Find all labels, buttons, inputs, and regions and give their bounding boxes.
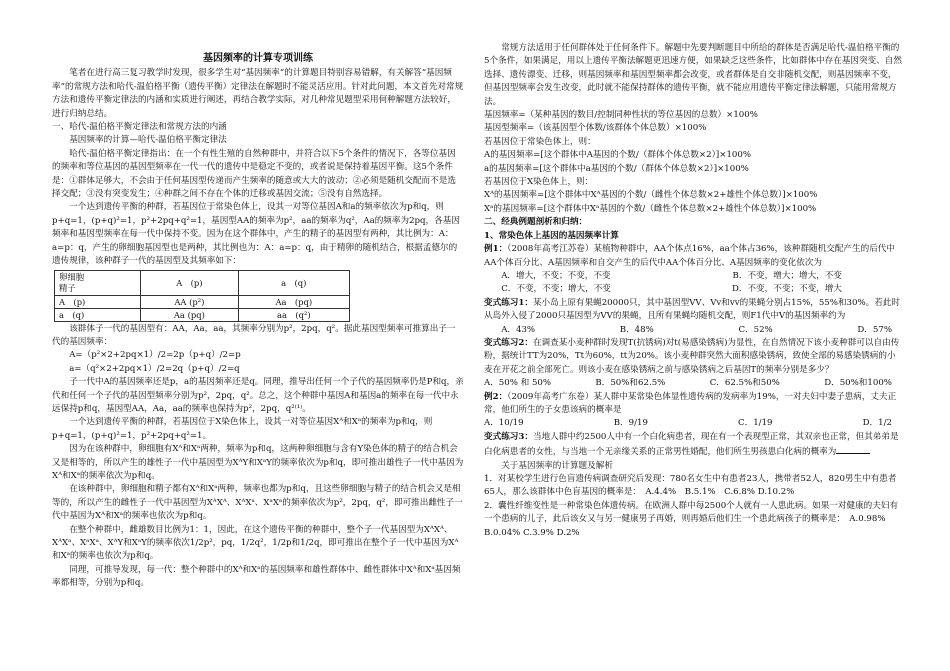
table-row <box>55 295 350 308</box>
table-cell: Aa (pq) <box>141 308 238 321</box>
example-text: （2008年高考江苏卷）某植物种群中，AA个体点16%，aa个体占36%，该种群随机交配产生的后代中AA个体百分比、A基因频率和自交产生的后代中AA个体百分比、A基因频率的变化依次为 <box>484 244 895 268</box>
table-cell: Aa (pq) <box>238 295 349 308</box>
question-text: 2．囊性纤维变性是一种常染色体遗传病。在欧洲人群中每2500个人就有一人患此病。如果一对健康的夫妇有一个患病的儿子，此后该女又与另一健康男子再婚，则再婚后他们生一个患此病孩子的概率是： <box>484 500 899 525</box>
table-header-cell: a (q) <box>238 270 349 295</box>
section-subtitle: 关于基因频率的计算题及解析 <box>501 460 613 471</box>
table-header-cell: A (p) <box>141 270 238 295</box>
example-2 <box>484 391 902 418</box>
formula: 基因型频率=（该基因型个体数/该群体个体总数）×100% <box>484 123 707 134</box>
option: D．57% <box>857 324 892 335</box>
variant-label: 变式练习2： <box>484 337 533 348</box>
table-cell: AA (p²) <box>141 295 238 308</box>
option: A．10/19 <box>484 418 524 429</box>
option: B．48% <box>619 324 654 335</box>
options-row <box>484 270 902 283</box>
variant-text: 在调查某小麦种群时发现T(抗锈病)对t(易感染锈病)为显性，在自然情况下该小麦种群可以自由传粉，据统计TT为20%，Tt为60%，tt为20%。该小麦种群突然大面积感染锈病，致使全部的易感染锈病的小麦在开花之前全部死亡。则该小麦在感染锈病之前与感染锈病之后基因T的频率分别是多少？ <box>484 337 900 375</box>
formula: a的基因频率=[这个群体中a基因的个数/（群体个体总数×2）]×100% <box>484 163 749 174</box>
paragraph: 一个达到遗传平衡的种群，若基因位于常染色体上，设其一对等位基因A和a的频率依次为p和q，则p+q=1，(p+q)²=1，p²+2pq+q²=1，基因型AA的频率为p²，aa的频率为q²，Aa的频率为2pq，各基因频率和基因型频率在每一代中保持不变。因为在这个群体中，产生的精子的基因型有两种，其比例为：A：a=p：q，产生的卵细胞基因型也是两种，其比例也为：A：a=p：q，由于精卵的随机结合，根据孟德尔的遗传规律，该种群子一代的基因型及其频率如下： <box>52 202 460 267</box>
paragraph: 子一代中A的基因频率还是p，a的基因频率还是q。同理，推导出任何一个子代的基因频率仍是P和q，亲代和任何一个子代的基因型频率分别为p²，2pq，q²。总之，这个种群中基因A和基因a的频率在每一代中永远保持p和q，基因型AA，Aa，aa的频率也保持为p²，2pq，q²⁽¹⁾。 <box>52 377 464 414</box>
formula: a=（q²×2+2pq×1）/2=2q（p+q）/2=q <box>69 363 240 374</box>
option: B．50%和62.5% <box>595 378 666 389</box>
genotype-table <box>54 270 350 322</box>
option: A．增大，不变；不变，不变 <box>501 270 611 281</box>
options-row <box>484 283 902 296</box>
table-cell: A (p) <box>55 295 141 308</box>
formula: A=（p²×2+2pq×1）/2=2p（p+q）/2=p <box>69 350 241 361</box>
option: A．43% <box>501 324 536 335</box>
option: B．不变，增大；增大，不变 <box>732 270 842 281</box>
section-heading-2: 二、经典例题剖析和归纳： <box>484 217 588 228</box>
option: A．50% 和 50% <box>484 378 552 389</box>
formula: Xᵃ的基因频率=[这个群体中Xᵃ基因的个数/（雌性个体总数×2+雄性个体总数）]×100% <box>484 203 817 214</box>
paragraph: 在整个种群中，雌雄数目比例为1：1，因此，在这个遗传平衡的种群中，整个子一代基因型为XᴬXᴬ、XᴬXᵃ、XᵃXᵃ、XᴬY和XᵃY的频率依次1/2p²，pq，1/2q²，1/2p和1/2q，即可推出在整个子一代中基因为Xᴬ和Xᵃ的频率也依次为p和q。 <box>52 524 459 562</box>
paragraph: 因为在该种群中，卵细胞有Xᴬ和Xᵃ两种，频率为p和q，这两种卵细胞与含有Y染色体的精子的结合机会又是相等的，所以产生的雄性子一代中基因型为XᴬY和XᵃY的频率依次为p和q，即可推出雄性子一代中基因为Xᴬ和Xᵃ的频率依次为p和q。 <box>52 444 464 481</box>
example-text: （2009年高考广东卷）某人群中某常染色体显性遗传病的发病率为19%，一对夫妇中妻子患病，丈夫正常，他们所生的子女患该病的概率是 <box>484 391 897 415</box>
paragraph: 一个达到遗传平衡的种群，若基因位于X染色体上，设其一对等位基因Xᴬ和Xᵃ的频率为p和q，则p+q=1，(p+q)²=1，p²+2pq+q²=1。 <box>52 417 433 441</box>
formula: 基因频率=（某种基因的数目/控制同种性状的等位基因的总数）×100% <box>484 110 758 121</box>
table-header-egg: 卵细胞 <box>59 271 85 282</box>
option: B．9/19 <box>613 418 648 429</box>
question-options: A.0.98% B.0.04% C.3.9% D.2% <box>484 514 895 538</box>
option: D．不变，不变；不变，增大 <box>731 284 842 295</box>
question-options: A.4.4% B.5.1% C.6.8% D.10.2% <box>645 487 795 498</box>
options-row <box>484 377 902 390</box>
paragraph: 常规方法适用于任何群体处于任何条件下。解题中先要判断题目中所给的群体是否满足哈代-温伯格平衡的5个条件，如果满足，用以上遗传平衡法解题更迅速方便，如果缺乏这些条件，比如群体中存在基因突变、自然选择、遗传漂变、迁移，则基因频率和基因型频率都会改变，或者群体是自交非随机交配，则基因频率不变，但基因型频率会发生改变，此时就不能保持群体的遗传平衡，就不能应用遗传平衡定律法解题，只能用常规方法。 <box>484 43 902 107</box>
table-cell: a (q) <box>55 308 141 321</box>
variant-text: 当地人群中约2500人中有一个白化病患者，现在有一个表现型正常，其双亲也正常，但其弟弟是白化病患者的女性，与当地一个无亲缘关系的正常男性婚配，他们所生男孩患白化病的概率为 <box>484 431 899 458</box>
page-title: 基因频率的计算专项训练 <box>203 53 313 64</box>
option: C．不变，不变；增大，不变 <box>501 284 611 295</box>
example-label: 例2： <box>484 391 508 402</box>
option: C．1/19 <box>738 418 773 429</box>
paragraph: 基因频率的计算—哈代-温伯格平衡定律法 <box>69 135 227 146</box>
variant-label: 变式练习3： <box>484 431 533 442</box>
example-1 <box>484 243 902 270</box>
formula: Xᴬ的基因频率=[这个群体中Xᴬ基因的个数/（雌性个体总数×2+雄性个体总数）]×100% <box>484 190 818 201</box>
formula: A的基因频率=[这个群体中A基因的个数/（群体个体总数×2）]×100% <box>484 150 752 161</box>
intro-paragraph: 笔者在进行高三复习教学时发现，很多学生对“基因频率”的计算题目特别容易错解，有关解答“基因频率”的常规方法和哈代-温伯格平衡（遗传平衡）定律法在解题时不能灵活应用。针对此问题，本文首先对常规方法和遗传平衡定律法的内涵和实质进行阐述，再结合教学实际，对几种常见题型采用何种解题方法较好，进行归纳总结。 <box>52 68 464 119</box>
paragraph: 同理，可推导发现，每一代：整个种群中的Xᴬ和Xᵃ的基因频率和雄性群体中、雌性群体中Xᴬ和Xᵃ基因频率都相等，分别为p和q。 <box>52 564 461 589</box>
table-header-sperm: 精子 <box>59 282 76 293</box>
answer-blank <box>836 444 870 454</box>
option: D．50%和100% <box>824 378 892 389</box>
table-header-cell <box>55 270 141 295</box>
left-column <box>52 52 464 591</box>
table-cell: aa (q²) <box>238 308 349 321</box>
variant-label: 变式练习1： <box>484 297 533 308</box>
section-heading-1: 一、哈代-温伯格平衡定律法和常规方法的内涵 <box>52 122 227 133</box>
section-heading-3: 1、常染色体上基因的基因频率计算 <box>484 230 619 241</box>
example-label: 例1： <box>484 244 508 255</box>
formula: 若基因位于X染色体上，则： <box>484 177 594 188</box>
options-row <box>484 417 902 430</box>
option: C．52% <box>738 324 773 335</box>
paragraph: 该群体子一代的基因型有：AA，Aa，aa，其频率分别为p²，2pq，q²。据此基因型频率可推算出子一代的基因频率： <box>52 323 456 347</box>
variant-3 <box>484 431 902 460</box>
question-1 <box>484 473 902 500</box>
formula: 若基因位于常染色体上，则： <box>484 136 596 147</box>
variant-text: 某小岛上原有果蝇20000只，其中基因型VV、Vv和vv的果蝇分别占15%，55%和30%。若此时从岛外入侵了2000只基因型为VV的果蝇，且所有果蝇均随机交配，则F1代中V的基因频率约为 <box>484 297 900 322</box>
variant-2 <box>484 337 902 377</box>
options-row <box>484 324 902 337</box>
option: C．62.5%和50% <box>709 378 780 389</box>
table-row <box>55 308 350 321</box>
paragraph: 在该种群中，卵细胞和精子都有Xᴬ和Xᵃ两种，频率也都为p和q，且这些卵细胞与精子的结合机会又是相等的，所以产生的雌性子一代中基因型为XᴬXᴬ、XᴬXᵃ、XᵃXᵃ的频率依次为p²，2pq，q²，即可推出雌性子一代中基因为Xᴬ和Xᵃ的频率也依次为p和q。 <box>52 484 463 522</box>
right-column <box>484 42 902 540</box>
question-text: 1．对某校学生进行色盲遗传病调查研究后发现：780名女生中有患者23人，携带者52人，820男生中有患者65人，那么该群体中色盲基因的概率是： <box>484 474 897 498</box>
option: D．1/2 <box>862 418 892 429</box>
paragraph: 哈代-温伯格平衡定律指出：在一个有性生殖的自然种群中，并符合以下5个条件的情况下，各等位基因的频率和等位基因的基因型频率在一代一代的遗传中是稳定不变的，或者说是保持着基因平衡。这5个条件是：①群体足够大，不会由于任何基因型传递而产生频率的随意或大大的波动；②必须是随机交配而不是选择交配；③没有突变发生；④种群之间不存在个体的迁移或基因交流；⑤没有自然选择。 <box>52 148 456 200</box>
question-2 <box>484 500 902 540</box>
variant-1 <box>484 297 902 324</box>
